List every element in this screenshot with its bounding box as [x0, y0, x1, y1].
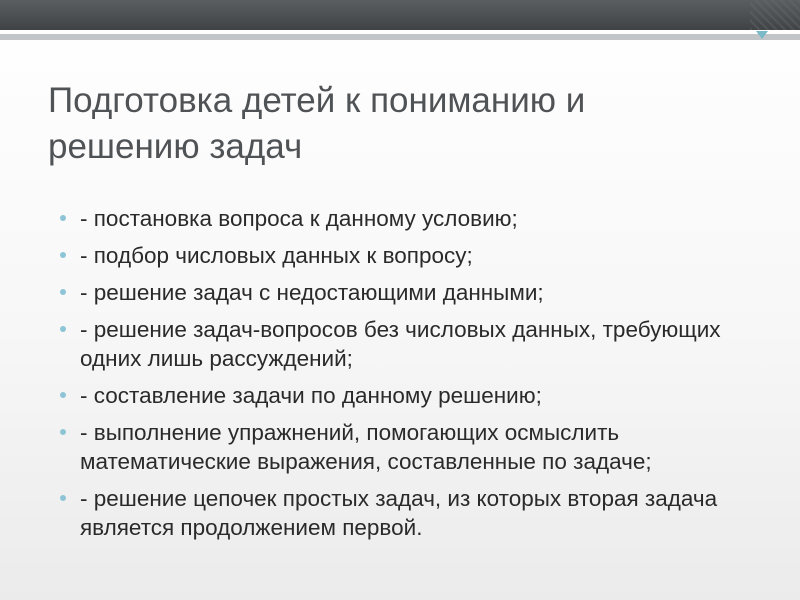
bullet-list: [58, 204, 788, 550]
bullet-item: [58, 241, 788, 270]
bullet-text: - решение задач с недостающими данными;: [80, 280, 544, 305]
top-bar: [0, 0, 800, 30]
bullet-dot-icon: [60, 252, 66, 258]
bullet-item: [58, 381, 788, 410]
slide-title: [48, 78, 748, 170]
bullet-text: - решение задач-вопросов без числовых данных, требующих одних лишь рассуждений;: [80, 317, 721, 371]
title-line-1: Подготовка детей к пониманию и: [48, 81, 586, 120]
bullet-item: [58, 204, 788, 233]
bullet-item: [58, 278, 788, 307]
corner-arrow-icon: [756, 31, 768, 39]
bullet-dot-icon: [60, 392, 66, 398]
bullet-text: - составление задачи по данному решению;: [80, 383, 542, 408]
bullet-dot-icon: [60, 495, 66, 501]
corner-ornament: [750, 0, 800, 30]
bullet-dot-icon: [60, 429, 66, 435]
title-line-2: решению задач: [48, 127, 303, 166]
bullet-item: [58, 484, 788, 542]
bullet-text: - решение цепочек простых задач, из которых вторая задача является продолжением первой.: [80, 486, 718, 540]
bullet-dot-icon: [60, 289, 66, 295]
bullet-dot-icon: [60, 326, 66, 332]
bullet-item: [58, 418, 788, 476]
top-divider-line: [0, 34, 800, 40]
bullet-dot-icon: [60, 215, 66, 221]
bullet-item: [58, 315, 788, 373]
bullet-text: - выполнение упражнений, помогающих осмыслить математические выражения, составленные по задаче;: [80, 420, 652, 474]
bullet-text: - подбор числовых данных к вопросу;: [80, 243, 473, 268]
bullet-text: - постановка вопроса к данному условию;: [80, 206, 518, 231]
